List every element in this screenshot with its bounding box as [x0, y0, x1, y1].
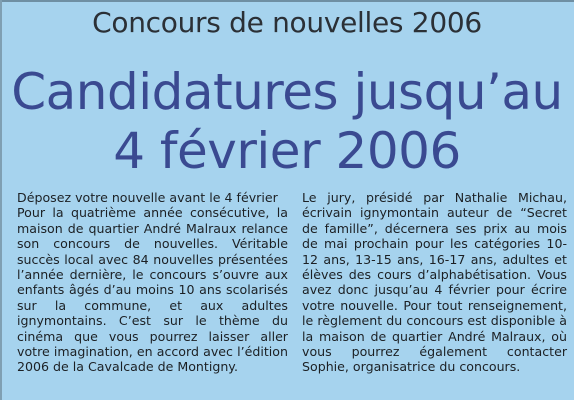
left-column-body: Pour la quatrième année consécutive, la maison de quartier André Malraux relance son concours de nouvelles. Véritable succès local avec 84 nouvelles présentées l’année dernière, le concours s’ouvre aux enfants âgés d’au moins 10 ans scolarisés sur la commune, et aux adultes ignymontains. C’est sur le thème du cinéma que vous pourrez laisser aller votre imagination, en accord avec l’édition 2006 de la Cavalcade de Montigny. [17, 205, 288, 375]
headline-line-2: 4 février 2006 [113, 122, 461, 180]
right-column-body: Le jury, présidé par Nathalie Michau, écrivain ignymontain auteur de “Secret de famille”, décernera ses prix au mois de mai prochain pour les catégories 10-12 ans, 13-15 ans, 16-17 ans, adultes et élèves des cours d’alphabétisation. Vous avez donc jusqu’au 4 février pour écrire votre nouvelle. Pour tout renseignement, le règlement du concours est disponible à la maison de quartier André Malraux, où vous pourrez également contacter Sophie, organisatrice du concours. [302, 190, 567, 375]
article-column-left [17, 190, 288, 375]
headline-line-1: Candidatures jusqu’au [11, 63, 563, 121]
left-border [0, 0, 2, 400]
lead-sentence: Déposez votre nouvelle avant le 4 février [17, 190, 278, 205]
top-border [0, 0, 574, 2]
article-column-right [302, 190, 567, 375]
rubric-title: Concours de nouvelles 2006 [92, 6, 482, 39]
